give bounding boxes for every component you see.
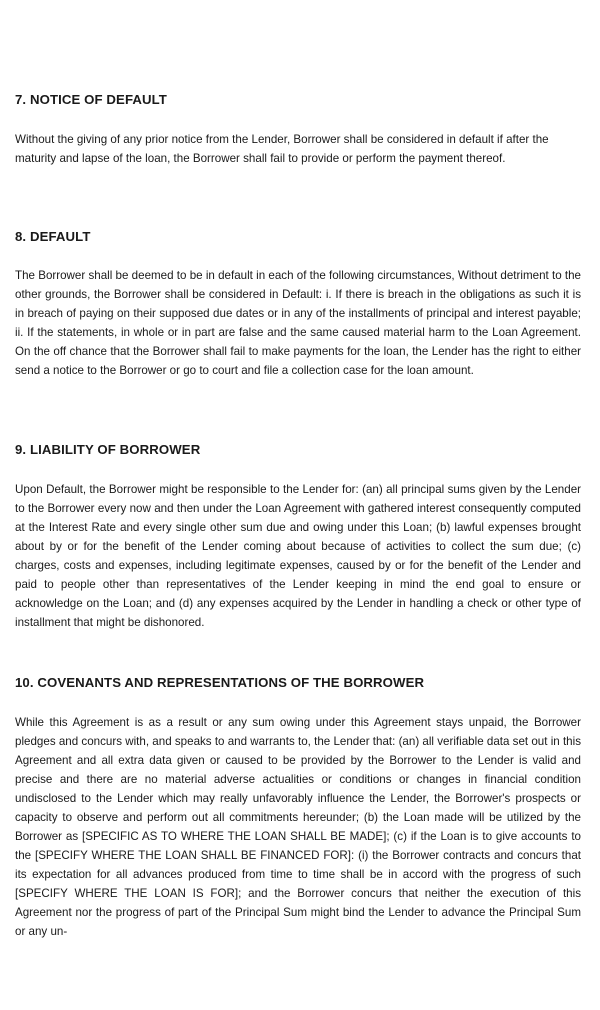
section-heading: 8. DEFAULT (15, 229, 91, 244)
section-body: While this Agreement is as a result or any sum owing under this Agreement stays unpaid, the Borrower pledges and concurs with, and speaks to and warrants to, the Lender that: (an) all verifiable data set out in this Agreement and all extra data given or caused to be provided by the Borrower to the Lender is valid and precise and there are no material adverse actualities or conditions or changes in financial condition undisclosed to the Lender which may really unfavorably influence the Lender, the Borrower's prospects or capacity to observe and perform out all commitments hereunder; (b) the Loan made will be utilized by the Borrower as [SPECIFIC AS TO WHERE THE LOAN SHALL BE MADE]; (c) if the Loan is to give accounts to the [SPECIFY WHERE THE LOAN SHALL BE FINANCED FOR]: (i) the Borrower contracts and concurs that its expectation for all advances produced from time to time shall be in accord with the progress of such [SPECIFY WHERE THE LOAN IS FOR]; and the Borrower concurs that neither the execution of this Agreement nor the progress of part of the Principal Sum might bind the Lender to advance the Principal Sum or any un- (15, 716, 581, 938)
section-covenants-and-representations (15, 675, 581, 938)
section-heading: 10. COVENANTS AND REPRESENTATIONS OF THE BORROWER (15, 675, 425, 690)
section-body: The Borrower shall be deemed to be in default in each of the following circumstances, Without detriment to the other grounds, the Borrower shall be considered in Default: i. If there is breach in the obligations as such it is in breach of paying on their supposed due dates or in any of the installments of principal and interest payable; ii. If the statements, in whole or in part are false and the same caused material harm to the Loan Agreement. On the off chance that the Borrower shall fail to make payments for the loan, the Lender has the right to either send a notice to the Borrower or go to court and file a collection case for the loan amount. (15, 269, 581, 377)
section-liability-of-borrower (15, 442, 581, 629)
section-default (15, 229, 581, 377)
section-heading: 7. NOTICE OF DEFAULT (15, 92, 167, 107)
section-body: Upon Default, the Borrower might be responsible to the Lender for: (an) all principal sums given by the Lender to the Borrower every now and then under the Loan Agreement with gathered interest consequently computed at the Interest Rate and every single other sum due and owing under this Loan; (b) lawful expenses brought about by or for the benefit of the Lender coming about because of activities to collect the sum due; (c) charges, costs and expenses, including legitimate expenses, caused by or for the benefit of the Lender and paid to people other than representatives of the Lender keeping in mind the end goal to ensure or acknowledge on the Loan; and (d) any expenses acquired by the Lender in handling a check or other type of installment that might be dishonored. (15, 483, 581, 629)
section-notice-of-default (15, 92, 581, 165)
section-heading: 9. LIABILITY OF BORROWER (15, 442, 201, 457)
section-body: Without the giving of any prior notice from the Lender, Borrower shall be considered in default if after the maturity and lapse of the loan, the Borrower shall fail to provide or perform the payment thereof. (15, 133, 549, 165)
